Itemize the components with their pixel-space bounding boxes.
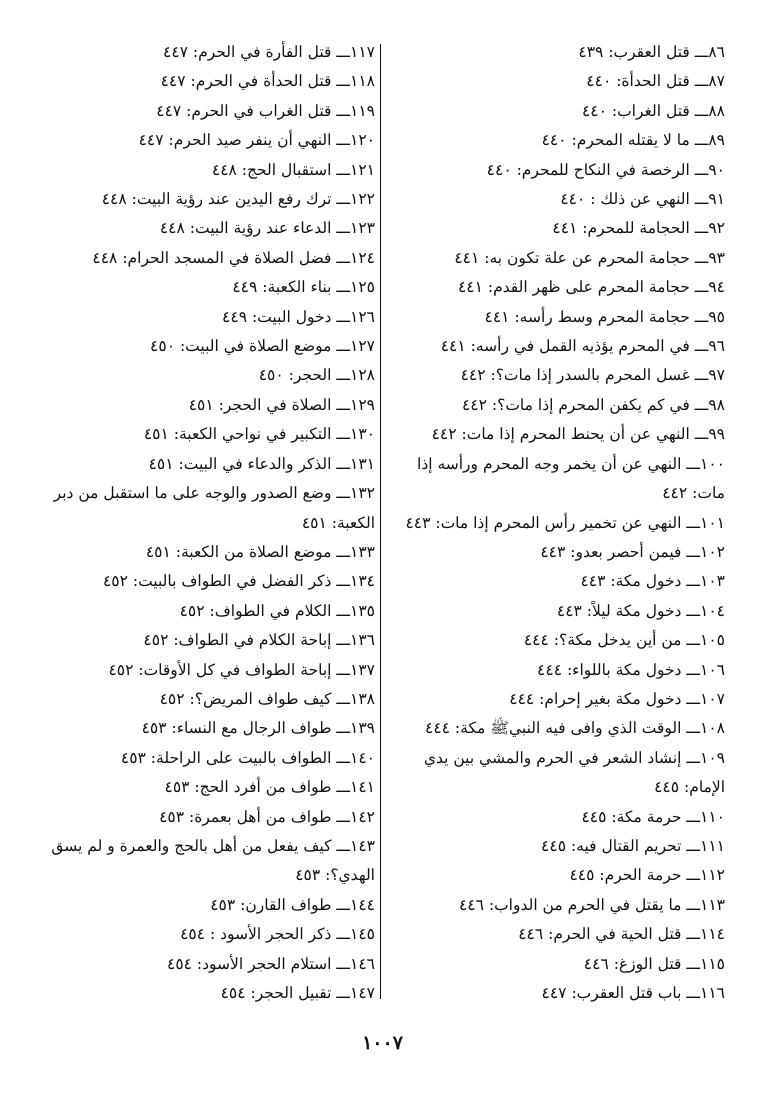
index-entry: ١٢٥ـــ بناء الكعبة: ٤٤٩ [232, 278, 375, 297]
index-entry: ١١٤ـــ قتل الحية في الحرم: ٤٤٦ [518, 925, 725, 944]
index-entry: ١١٩ـــ قتل الغراب في الحرم: ٤٤٧ [156, 101, 375, 120]
index-entry: ١٤١ـــ طواف من أفرد الحج: ٤٥٣ [164, 778, 375, 797]
index-entry: ١٣٣ـــ موضع الصلاة من الكعبة: ٤٥١ [145, 542, 375, 561]
index-entry: ٨٦ـــ قتل العقرب: ٤٣٩ [578, 43, 725, 61]
index-entry: ٩٥ـــ حجامة المحرم وسط رأسه: ٤٤١ [484, 307, 725, 326]
index-entry: ٩٠ـــ الرخصة في النكاح للمحرم: ٤٤٠ [486, 160, 725, 179]
index-entry: ١٣٠ـــ التكبير في نواحي الكعبة: ٤٥١ [143, 425, 375, 444]
index-entry: ١٤٤ـــ طواف القارن: ٤٥٣ [210, 895, 375, 914]
index-entry: ١٠٣ـــ دخول مكة: ٤٤٣ [580, 572, 725, 591]
index-entry: ١٤٥ـــ ذكر الحجر الأسود : ٤٥٤ [180, 925, 375, 944]
index-entry: ٩٤ـــ حجامة المحرم على ظهر القدم: ٤٤١ [457, 278, 725, 297]
page-number: ١٠٠٧ [362, 1032, 403, 1054]
index-entry: ١٢٠ـــ النهي أن ينفر صيد الحرم: ٤٤٧ [138, 131, 375, 150]
index-entry: ١١٧ـــ قتل الفأرة في الحرم: ٤٤٧ [163, 43, 375, 61]
index-entry: ١٠٦ـــ دخول مكة باللواء: ٤٤٤ [537, 660, 725, 679]
index-entry: ١٣٩ـــ طواف الرجال مع النساء: ٤٥٣ [141, 719, 375, 738]
index-entry: ١٠١ـــ النهي عن تخمير رأس المحرم إذا مات: ٤٤٣ [405, 513, 725, 532]
index-entry: ١٣٨ـــ كيف طواف المريض؟: ٤٥٢ [159, 689, 375, 708]
index-entry: ١٢١ـــ استقبال الحج: ٤٤٨ [211, 160, 375, 179]
index-entry: ١٤٢ـــ طواف من أهل بعمرة: ٤٥٣ [159, 807, 375, 826]
index-entry: ١١٢ـــ حرمة الحرم: ٤٤٥ [569, 866, 725, 885]
column-divider [380, 44, 381, 999]
index-entry: ١٠٩ـــ إنشاد الشعر في الحرم والمشي بين يدي الإمام: ٤٤٥ [423, 748, 725, 797]
index-entry: ٩٢ـــ الحجامة للمحرم: ٤٤١ [552, 219, 725, 238]
index-entry: ١٤٧ـــ تقبيل الحجر: ٤٥٤ [220, 984, 375, 1002]
index-entry: ١٠٤ـــ دخول مكة ليلاً: ٤٤٣ [556, 601, 725, 620]
right-column [385, 38, 725, 1008]
index-entry: ٩٨ـــ في كم يكفن المحرم إذا مات؟: ٤٤٢ [461, 395, 725, 414]
index-entry: ١٠٥ـــ من أين يدخل مكة؟: ٤٤٤ [523, 631, 725, 650]
index-entry: ١٢٣ـــ الدعاء عند رؤية البيت: ٤٤٨ [159, 219, 375, 238]
index-entry: ١٤٠ـــ الطواف بالبيت على الراحلة: ٤٥٣ [120, 748, 375, 767]
index-entry: ١٢٩ـــ الصلاة في الحجر: ٤٥١ [188, 395, 375, 414]
index-entry: ١٠٢ـــ فيمن أحصر بعدو: ٤٤٣ [540, 542, 725, 561]
left-column [30, 38, 375, 1008]
index-entry: ٨٩ـــ ما لا يقتله المحرم: ٤٤٠ [541, 131, 725, 150]
index-entry: ١١٣ـــ ما يقتل في الحرم من الدواب: ٤٤٦ [458, 895, 725, 914]
index-entry: ١٣٢ـــ وضع الصدور والوجه على ما استقبل من دبر الكعبة: ٤٥١ [53, 484, 375, 532]
index-entry: ١٣٧ـــ إباحة الطواف في كل الأوقات: ٤٥٢ [108, 660, 375, 679]
index-entry: ٩١ـــ النهي عن ذلك : ٤٤٠ [560, 190, 725, 209]
index-entry: ١٢٧ـــ موضع الصلاة في البيت: ٤٥٠ [150, 337, 375, 356]
index-entry: ١٤٦ـــ استلام الحجر الأسود: ٤٥٤ [167, 954, 375, 973]
index-entry: ١٢٢ـــ ترك رفع اليدين عند رؤية البيت: ٤٤٨ [101, 190, 375, 209]
index-entry: ٨٨ـــ قتل الغراب: ٤٤٠ [581, 101, 725, 120]
index-entry: ١١١ـــ تحريم القتال فيه: ٤٤٥ [541, 836, 725, 855]
index-entry: ١٣٤ـــ ذكر الفضل في الطواف بالبيت: ٤٥٢ [102, 572, 375, 591]
index-entry: ٩٩ـــ النهي عن أن يحنط المحرم إذا مات: ٤٤٢ [431, 425, 725, 444]
index-entry: ١٠٧ـــ دخول مكة بغير إحرام: ٤٤٤ [509, 689, 725, 708]
index-entry: ١١٨ـــ قتل الحدأة في الحرم: ٤٤٧ [160, 72, 375, 91]
index-entry: ١٣٦ـــ إباحة الكلام في الطواف: ٤٥٢ [143, 631, 375, 650]
index-entry: ١١٦ـــ باب قتل العقرب: ٤٤٧ [541, 984, 725, 1002]
index-entry: ١٣٥ـــ الكلام في الطواف: ٤٥٢ [179, 601, 375, 620]
index-entry: ٩٣ـــ حجامة المحرم عن علة تكون به: ٤٤١ [454, 248, 725, 267]
index-entry: ١١٥ـــ قتل الوزغ: ٤٤٦ [583, 954, 725, 973]
index-entry: ١٢٦ـــ دخول البيت: ٤٤٩ [222, 307, 375, 326]
index-entry: ١٣١ـــ الذكر والدعاء في البيت: ٤٥١ [148, 454, 375, 473]
index-entry: ١٠٠ـــ النهي عن أن يخمر وجه المحرم ورأسه إذا مات: ٤٤٢ [417, 454, 725, 503]
index-entry: ١٠٨ـــ الوقت الذي وافى فيه النبيﷺ مكة: ٤٤٤ [425, 719, 725, 738]
index-entry: ١٢٨ـــ الحجر: ٤٥٠ [258, 366, 375, 385]
index-entry: ٩٦ـــ في المحرم يؤذيه القمل في رأسه: ٤٤١ [440, 337, 725, 356]
index-entry: ١١٠ـــ حرمة مكة: ٤٤٥ [581, 807, 725, 826]
index-entry: ٩٧ـــ غسل المحرم بالسدر إذا مات؟: ٤٤٢ [460, 366, 725, 385]
index-entry: ١٤٣ـــ كيف يفعل من أهل بالحج والعمرة و لم يسق الهدي؟: ٤٥٣ [51, 836, 375, 885]
index-entry: ٨٧ـــ قتل الحدأة: ٤٤٠ [586, 72, 725, 91]
index-entry: ١٢٤ـــ فضل الصلاة في المسجد الحرام: ٤٤٨ [92, 248, 375, 267]
